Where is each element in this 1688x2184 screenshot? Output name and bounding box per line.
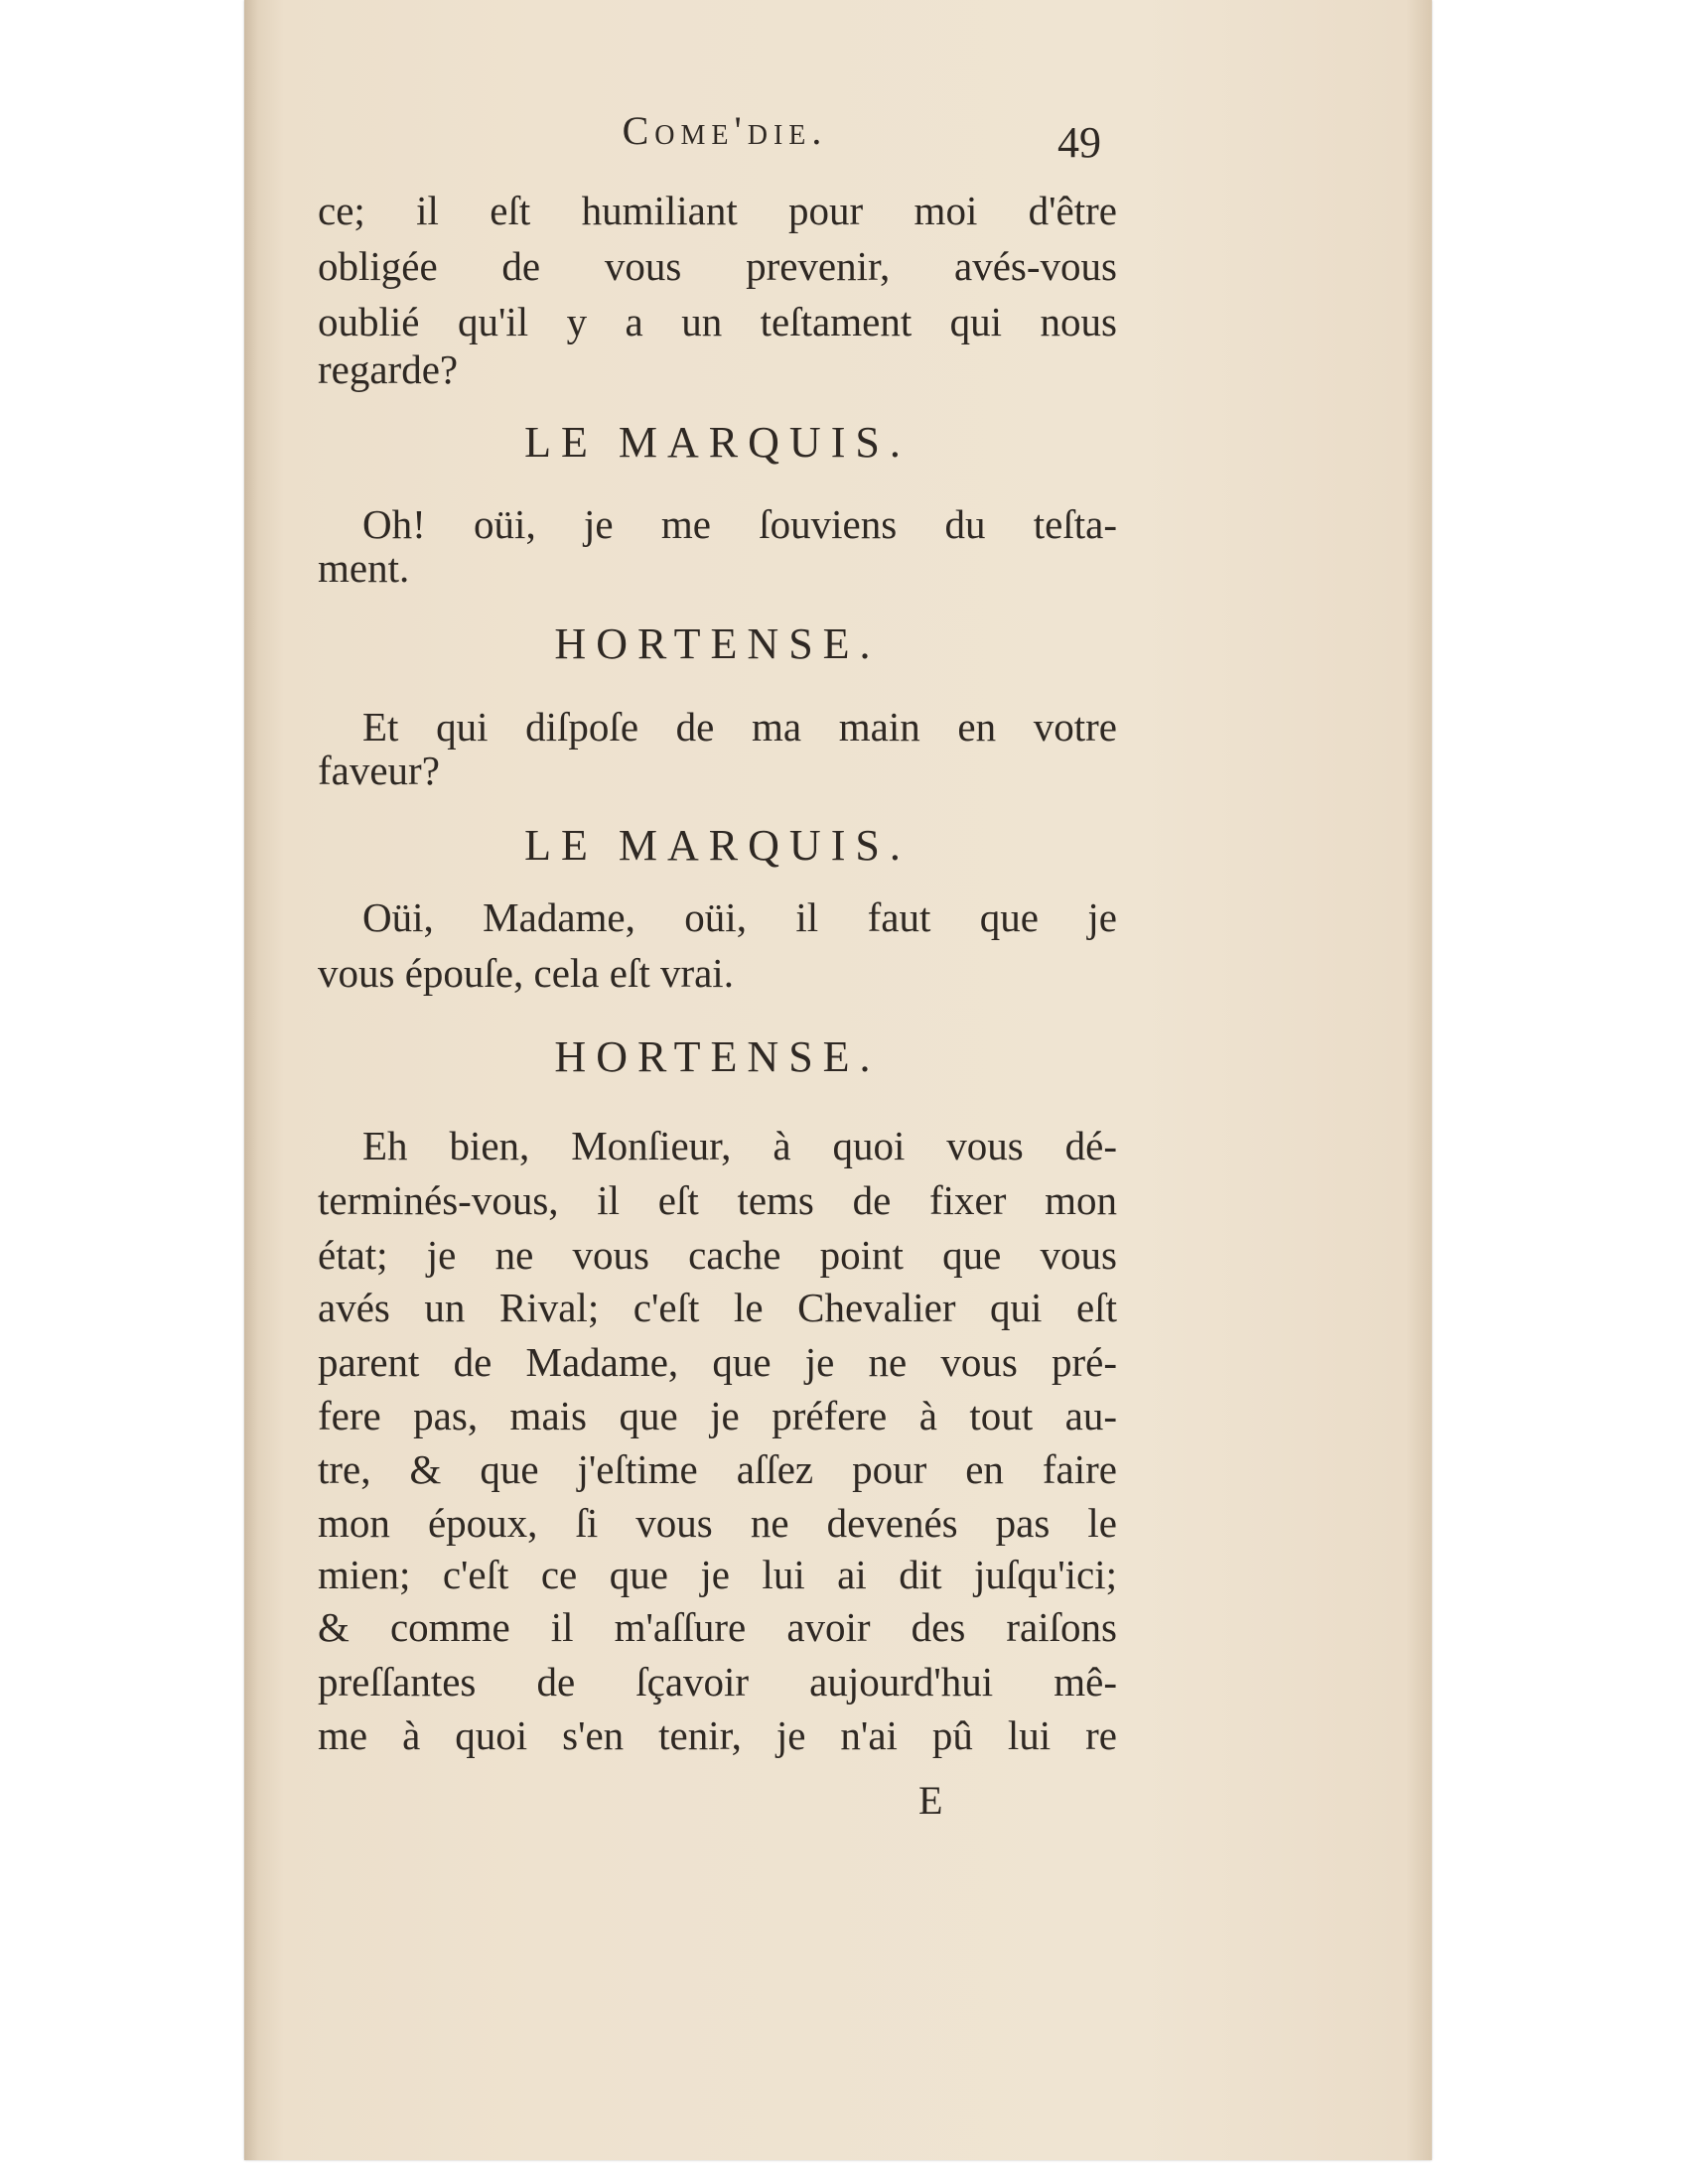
speaker-heading: HORTENSE. [554,619,881,668]
text-line: mon époux, ſi vous ne devenés pas le [318,1500,1117,1546]
text-line: ment. [318,545,410,591]
text-line: mien; c'eſt ce que je lui ai dit juſqu'ici; [318,1552,1117,1597]
text-line: Oh! oüi, je me ſouviens du teſta- [362,501,1117,547]
text-line: Et qui diſpoſe de ma main en votre [362,704,1117,750]
text-line: Eh bien, Monſieur, à quoi vous dé- [362,1123,1117,1168]
text-line: preſſantes de ſçavoir aujourd'hui mê- [318,1659,1117,1705]
text-line: regarde? [318,346,459,392]
running-title: Come'die. [622,108,828,153]
text-line: oublié qu'il y a un teſtament qui nous [318,299,1117,344]
speaker-heading: LE MARQUIS. [524,418,911,467]
text-line: fere pas, mais que je préfere à tout au- [318,1393,1117,1438]
text-line: faveur? [318,748,440,793]
speaker-heading: LE MARQUIS. [524,821,911,870]
text-line: me à quoi s'en tenir, je n'ai pû lui re [318,1712,1117,1758]
text-line: vous épouſe, cela eſt vrai. [318,950,734,996]
text-line: tre, & que j'eſtime aſſez pour en faire [318,1446,1117,1492]
text-line: ce; il eſt humiliant pour moi d'être [318,188,1117,233]
text-line: parent de Madame, que je ne vous pré- [318,1339,1117,1385]
text-line: avés un Rival; c'eſt le Chevalier qui eſt [318,1285,1117,1330]
signature-mark: E [918,1778,943,1823]
text-line: terminés-vous, il eſt tems de fixer mon [318,1177,1117,1223]
text-line: & comme il m'aſſure avoir des raiſons [318,1604,1117,1650]
text-line: Oüi, Madame, oüi, il faut que je [362,894,1117,940]
speaker-heading: HORTENSE. [554,1032,881,1081]
text-line: obligée de vous prevenir, avés-vous [318,243,1117,289]
page-number: 49 [1057,118,1101,167]
text-line: état; je ne vous cache point que vous [318,1232,1117,1278]
